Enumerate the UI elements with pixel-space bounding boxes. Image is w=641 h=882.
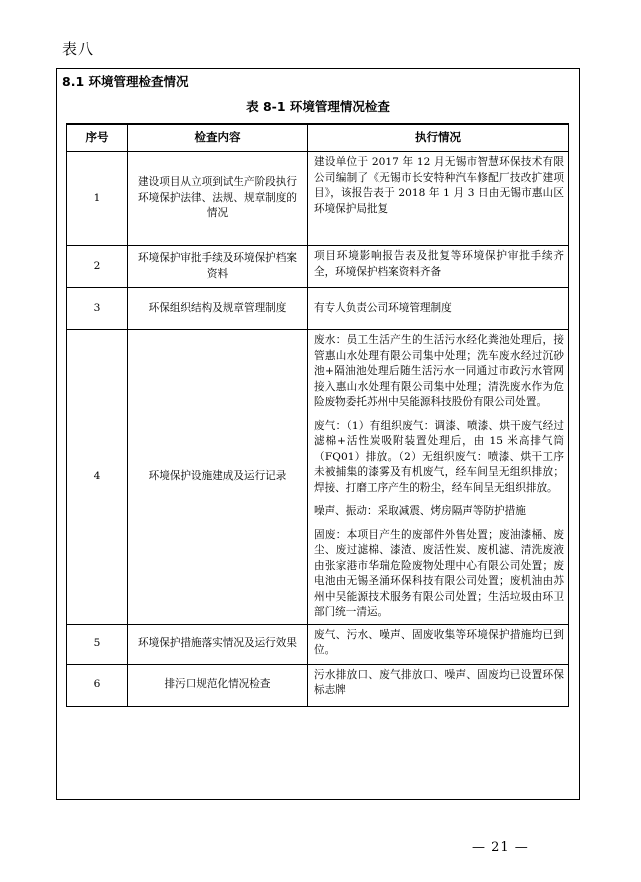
table-row <box>67 624 569 664</box>
table-row <box>67 152 569 246</box>
noise-paragraph: 噪声、振动：采取减震、烤房隔声等防护措施 <box>314 505 526 517</box>
wastewater-paragraph: 废水：员工生活产生的生活污水经化粪池处理后，接管惠山水处理有限公司集中处理；洗车废水经过沉砂池+隔油池处理后随生活污水一同通过市政污水管网接入惠山水处理有限公司集中处理；清洗废水作为危险废物委托苏州中吴能源科技股份有限公司处置。 <box>314 334 564 408</box>
result-paragraph: 建设单位于 2017 年 12 月无锡市智慧环保技术有限公司编制了《无锡市长安特种汽车修配厂技改扩建项目》，该报告表于 2018 年 1 月 3 日由无锡市惠山区环境保护局批复 <box>314 156 564 215</box>
table-row <box>67 330 569 625</box>
check-item: 环境保护措施落实情况及运行效果 <box>128 624 308 664</box>
table-header-row <box>67 124 569 152</box>
result-paragraph: 项目环境影响报告表及批复等环境保护审批手续齐全，环境保护档案资料齐备 <box>314 250 564 278</box>
appendix-label: 表八 <box>62 40 95 58</box>
column-header-number: 序号 <box>67 124 128 152</box>
row-number: 1 <box>67 152 128 246</box>
execution-status <box>308 664 569 706</box>
content-frame <box>56 68 580 800</box>
row-number: 3 <box>67 288 128 330</box>
row-number: 6 <box>67 664 128 706</box>
check-item: 环保组织结构及规章管理制度 <box>128 288 308 330</box>
table-caption: 表 8-1 环境管理情况检查 <box>246 99 390 114</box>
environment-management-table <box>66 123 569 707</box>
row-number: 4 <box>67 330 128 625</box>
result-paragraph: 有专人负责公司环境管理制度 <box>314 301 452 314</box>
execution-status <box>308 624 569 664</box>
section-title: 8.1 环境管理检查情况 <box>62 74 189 89</box>
execution-status <box>308 288 569 330</box>
execution-status <box>308 330 569 625</box>
page-number: — 21 — <box>472 840 529 855</box>
row-number: 5 <box>67 624 128 664</box>
result-paragraph: 废气、污水、噪声、固废收集等环境保护措施均已到位。 <box>314 628 564 656</box>
check-item: 环境保护审批手续及环境保护档案资料 <box>128 246 308 288</box>
check-item: 环境保护设施建成及运行记录 <box>128 330 308 625</box>
exhaust-gas-paragraph: 废气：（1）有组织废气：调漆、喷漆、烘干废气经过滤棉+活性炭吸附装置处理后，由 15 米高排气筒（FQ01）排放。（2）无组织废气：喷漆、烘干工序未被捕集的漆雾及有机废气，经车间呈无组织排放；焊接、打磨工序产生的粉尘，经车间呈无组织排放。 <box>314 419 564 494</box>
solid-waste-paragraph: 固废：本项目产生的废部件外售处置；废油漆桶、废尘、废过滤棉、漆渣、废活性炭、废机滤、清洗废液由张家港市华瑞危险废物处理中心有限公司处置；废电池由无锡圣涌环保科技有限公司处置；废机油由苏州中吴能源技术服务有限公司处置；生活垃圾由环卫部门统一清运。 <box>314 528 564 618</box>
table-row <box>67 246 569 288</box>
row-number: 2 <box>67 246 128 288</box>
check-item: 排污口规范化情况检查 <box>128 664 308 706</box>
result-paragraph: 污水排放口、废气排放口、噪声、固废均已设置环保标志牌 <box>314 668 564 696</box>
column-header-result: 执行情况 <box>308 124 569 152</box>
check-item: 建设项目从立项到试生产阶段执行环境保护法律、法规、规章制度的情况 <box>128 152 308 246</box>
execution-status <box>308 246 569 288</box>
execution-status <box>308 152 569 246</box>
table-row <box>67 288 569 330</box>
table-row <box>67 664 569 706</box>
column-header-content: 检查内容 <box>128 124 308 152</box>
